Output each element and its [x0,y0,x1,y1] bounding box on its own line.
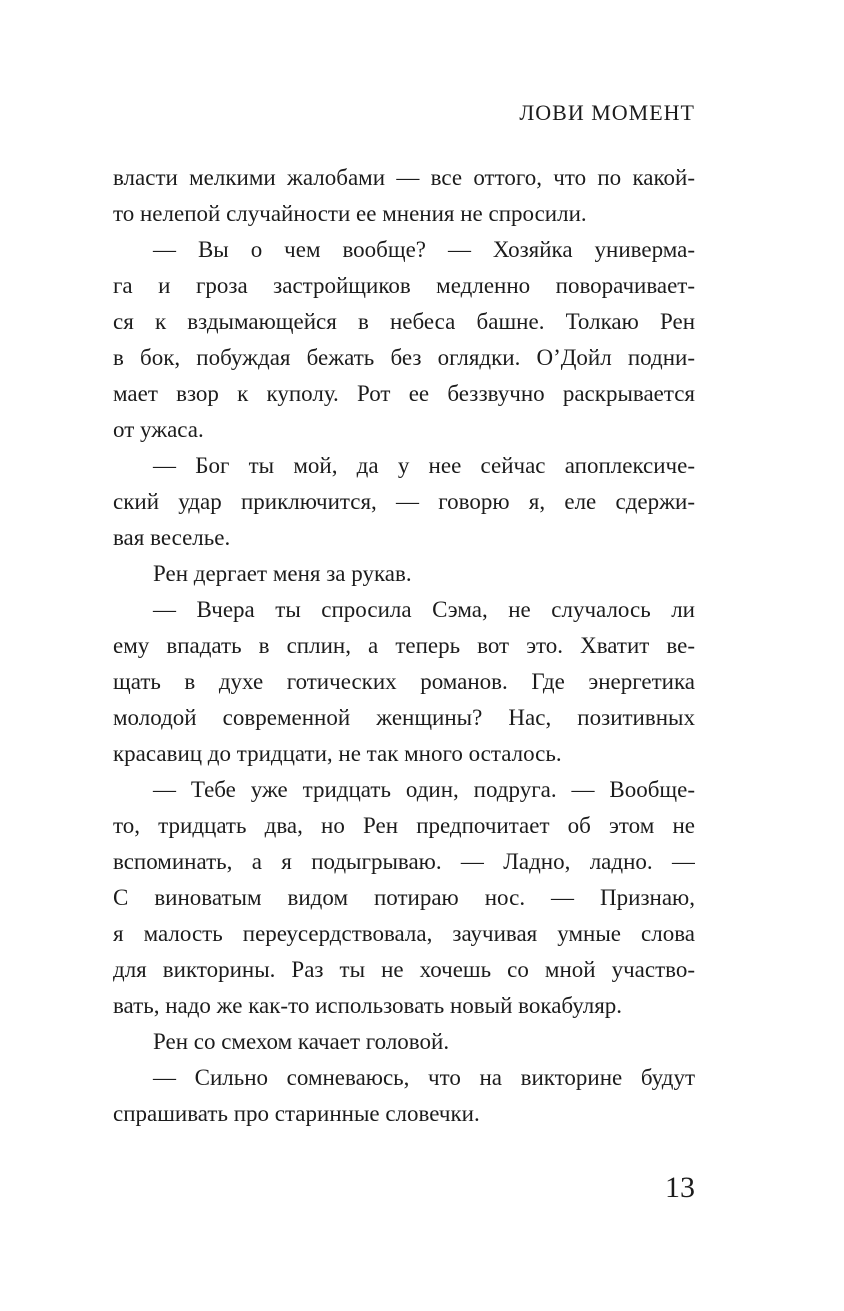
text-line: вая веселье. [113,525,231,550]
text-line: от ужаса. [113,417,204,442]
page-number: 13 [665,1171,695,1204]
text-line: Рен со смехом качает головой. [153,1029,450,1054]
text-line: мает взор к куполу. Рот ее беззвучно раскрывается [113,381,695,406]
text-line: в бок, побуждая бежать без оглядки. О’Дойл подни- [113,345,695,370]
text-line: красавиц до тридцати, не так много осталось. [113,741,562,766]
text-line: С виноватым видом потираю нос. — Признаю, [113,885,695,910]
body-text [113,160,695,1132]
text-line: — Вы о чем вообще? — Хозяйка универма- [153,237,695,262]
text-line: — Вчера ты спросила Сэма, не случалось ли [153,597,695,622]
text-line: то, тридцать два, но Рен предпочитает об этом не [113,813,695,838]
text-line: ский удар приключится, — говорю я, еле сдержи- [113,489,695,514]
text-line: вспоминать, а я подыгрываю. — Ладно, ладно. — [113,849,695,874]
text-line: я малость переусердствовала, заучивая умные слова [113,921,695,946]
text-line: для викторины. Раз ты не хочешь со мной участво- [113,957,695,982]
text-line: ся к вздымающейся в небеса башне. Толкаю Рен [113,309,695,334]
text-line: молодой современной женщины? Нас, позитивных [113,705,695,730]
text-line: спрашивать про старинные словечки. [113,1101,480,1126]
running-header: ЛОВИ МОМЕНТ [519,100,695,125]
text-line: Рен дергает меня за рукав. [153,561,412,586]
text-line: — Тебе уже тридцать один, подруга. — Вообще- [153,777,695,802]
text-line: вать, надо же как-то использовать новый вокабуляр. [113,993,623,1018]
text-line: то нелепой случайности ее мнения не спросили. [113,201,587,226]
text-line: ему впадать в сплин, а теперь вот это. Хватит ве- [113,633,695,658]
text-line: — Сильно сомневаюсь, что на викторине будут [153,1065,695,1090]
text-line: — Бог ты мой, да у нее сейчас апоплексиче- [153,453,695,478]
text-line: щать в духе готических романов. Где энергетика [113,669,695,694]
text-line: га и гроза застройщиков медленно поворачивает- [113,273,695,298]
text-line: власти мелкими жалобами — все оттого, что по какой- [113,165,695,190]
